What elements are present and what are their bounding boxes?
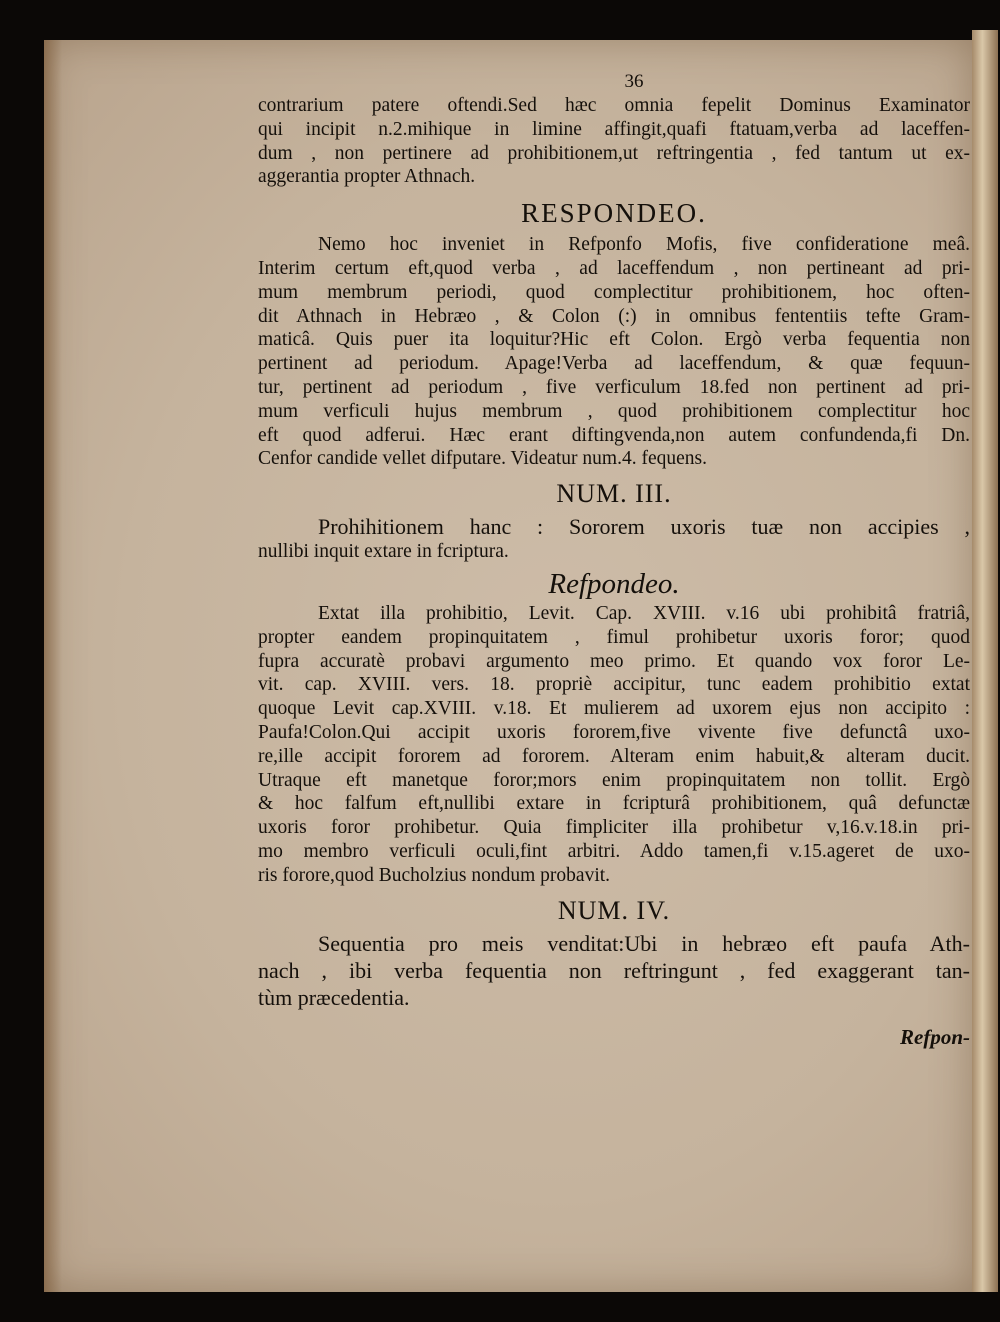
text-line: Prohihitionem hanc : Sororem uxoris tuæ non accipies , xyxy=(318,514,970,540)
paragraph-4 xyxy=(258,602,970,888)
text-line: Interim certum eft,quod verba , ad laceffendum , non pertineant ad pri- xyxy=(258,257,970,279)
text-line: dit Athnach in Hebræo , & Colon (:) in omnibus fententiis tefte Gram- xyxy=(258,305,970,327)
catchword: Refpon- xyxy=(900,1024,970,1049)
text-line: ris fororе,quod Bucholzius nondum probavit. xyxy=(258,864,611,886)
text-line: Sequentia pro meis venditat:Ubi in hebræo eft paufa Ath- xyxy=(318,930,970,956)
heading-num-3: NUM. III. xyxy=(556,479,672,509)
text-line: Cenfor candide vellet difputare. Videatur num.4. fequens. xyxy=(258,448,707,470)
text-line: vit. cap. XVIII. vers. 18. propriè accipitur, tunc eadem prohibitio extat xyxy=(258,674,970,696)
text-line: mo membro verficuli oculi,fint arbitri. Addo tamen,fi v.15.ageret de uxo- xyxy=(258,840,970,862)
text-line: uxoris foror prohibetur. Quia fimpliciter illa prohibetur v,16.v.18.in pri- xyxy=(258,817,970,839)
text-line: propter eandem propinquitatem , fimul prohibetur uxoris foror; quod xyxy=(258,626,970,648)
text-line: tur, pertinent ad periodum , five verficulum 18.fed non pertinent ad pri- xyxy=(258,376,970,398)
text-line: quoque Levit cap.XVIII. v.18. Et mulierem ad uxorem ejus non accipito : xyxy=(258,698,970,720)
text-line: contrarium patere oftendi.Sed hæc omnia fepelit Dominus Examinator xyxy=(258,95,970,116)
text-line: mum membrum periodi, quod complectitur prohibitionem, hoc often- xyxy=(258,281,970,303)
text-line: Extat illa prohibitio, Levit. Cap. XVIII. v.16 ubi prohibitâ fratriâ, xyxy=(318,602,970,624)
paragraph-3 xyxy=(258,513,970,564)
page-gutter-shadow xyxy=(44,40,62,1292)
text-line: dum , non pertinere ad prohibitionem,ut reftringentia , fed tantum ut ex- xyxy=(258,142,970,164)
text-line: nullibi inquit extare in fcriptura. xyxy=(258,541,509,563)
heading-respondeo-italic: Refpondeo. xyxy=(548,567,680,600)
text-line: aggerantia propter Athnach. xyxy=(258,166,476,188)
paragraph-1 xyxy=(258,94,970,189)
text-line: pertinent ad periodum. Apage!Verba ad laceffendum, & quæ fequun- xyxy=(258,353,970,375)
page-edge xyxy=(972,30,998,1292)
text-line: eft quod adferui. Hæc erant diftingvenda,non autem confundenda,fi Dn. xyxy=(258,424,970,446)
text-line: fupra accuratè probavi argumento meo primo. Et quando vox foror Le- xyxy=(258,650,970,672)
text-line: Paufa!Colon.Qui accipit uxoris fororem,five vivente five defunctâ uxo- xyxy=(258,721,970,743)
text-line: Nemo hoc inveniet in Refponfo Mofis, five confideratione meâ. xyxy=(318,234,970,256)
text-line: nach , ibi verba fequentia non reftringunt , fed exaggerant tan- xyxy=(258,957,970,983)
heading-num-4: NUM. IV. xyxy=(557,895,671,925)
paragraph-5 xyxy=(258,930,970,1011)
text-line: tùm præcedentia. xyxy=(258,984,410,1010)
text-line: re,ille accipit fororem ad fororem. Alteram enim habuit,& alteram ducit. xyxy=(258,745,970,767)
text-line: & hoc falfum eft,nullibi extare in fcripturâ prohibitionem, quâ defunctæ xyxy=(258,793,970,815)
text-line: qui incipit n.2.mihique in limine affingit,quafi ftatuam,verba ad laceffen- xyxy=(258,118,970,140)
page-number: 36 xyxy=(624,71,644,92)
heading-respondeo: RESPONDEO. xyxy=(521,198,707,229)
page-text xyxy=(258,70,970,1051)
paragraph-2 xyxy=(258,233,970,471)
text-line: Utraque eft manetque foror;mors enim propinquitatem non tollit. Ergò xyxy=(258,769,970,791)
text-line: maticâ. Quis puer ita loquitur?Hic eft Colon. Ergò verba fequentia non xyxy=(258,329,970,351)
text-line: mum verficuli hujus membrum , quod prohibitionem complectitur hoc xyxy=(258,400,970,422)
